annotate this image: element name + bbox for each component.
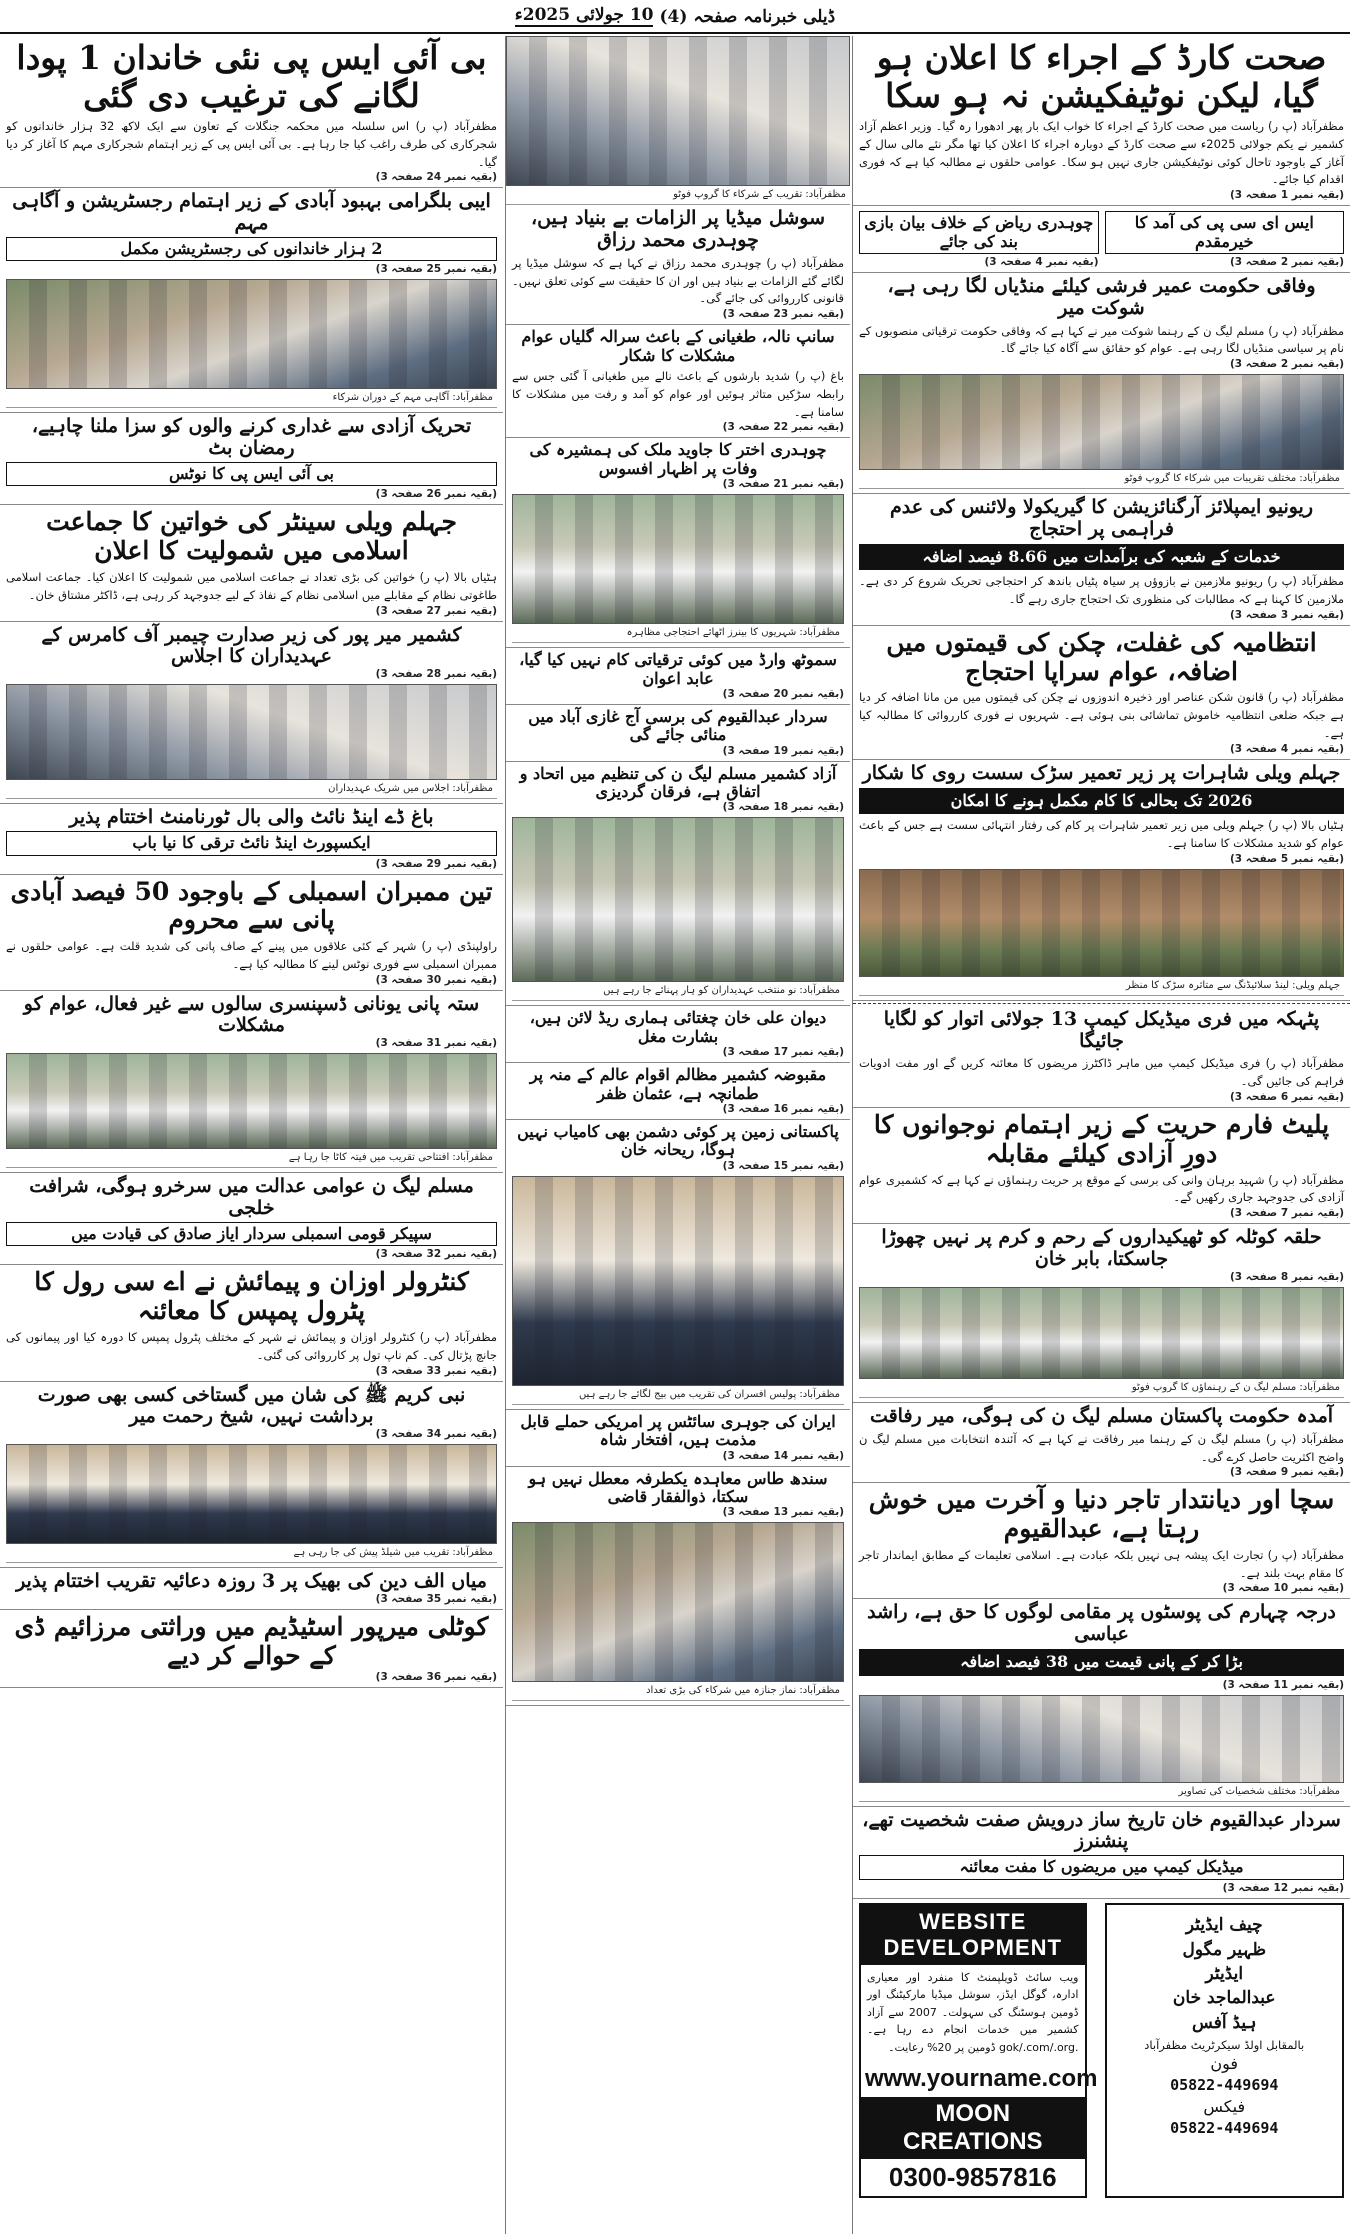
editor-name: عبدالماجد خان — [1172, 1987, 1276, 2008]
continuation: (بقیہ نمبر 7 صفحہ 3) — [1229, 1207, 1344, 1220]
headline: پاکستانی زمین پر کوئی دشمن بھی کامیاب نہیں ہوگا، ریحانہ خان — [517, 1122, 839, 1160]
continuation: (بقیہ نمبر 12 صفحہ 3) — [1222, 1881, 1344, 1894]
continuation: (بقیہ نمبر 29 صفحہ 3) — [375, 857, 497, 870]
bottom-boxes — [853, 1899, 1350, 2206]
masthead — [0, 0, 1350, 34]
story-medical-camp — [853, 1006, 1350, 1108]
story-kotli-stadium — [0, 1610, 503, 1688]
headline: جہلم ویلی سینٹر کی خواتین کا جماعت اسلامی میں شمولیت کا اعلان — [46, 507, 457, 566]
masthead-date: 10 جولائی 2025ء — [514, 5, 654, 25]
chief-editor-label: چیف ایڈیٹر — [1185, 1914, 1263, 1935]
headline: جہلم ویلی شاہرات پر زیر تعمیر سڑک سست روی کا شکار — [862, 761, 1341, 784]
story-iran — [506, 1410, 850, 1467]
photo-caption: مظفرآباد: مختلف تقریبات میں شرکاء کا گروپ فوٹو — [859, 470, 1344, 489]
phone-number: 05822-449694 — [1170, 2076, 1279, 2095]
story-samoth-ward — [506, 648, 850, 705]
news-photo — [859, 1287, 1344, 1379]
headline: ریونیو ایمپلائز آرگنائزیشن کا گیریکولا ولائنس کی عدم فراہمی پر احتجاج — [889, 496, 1314, 541]
headline: سردار عبدالقیوم کی برسی آج غازی آباد میں منائی جائے گی — [528, 706, 828, 745]
continuation: (بقیہ نمبر 32 صفحہ 3) — [375, 1248, 497, 1261]
story-usman-zafar — [506, 1063, 850, 1120]
continuation: (بقیہ نمبر 19 صفحہ 3) — [722, 744, 844, 757]
chief-editor-name: ظہیر مگول — [1182, 1939, 1267, 1960]
headline: ایران کی جوہری سائٹس پر امریکی حملے قابل مذمت ہیں، افتخار شاہ — [520, 1411, 836, 1450]
photo-caption: مظفرآباد: مسلم لیگ ن کے رہنماؤں کا گروپ فوٹو — [859, 1379, 1344, 1398]
side-headline: بڑا کر کے پانی قیمت میں 38 فیصد اضافہ — [859, 1649, 1344, 1675]
story-rehana-khan — [506, 1120, 850, 1410]
story-body: مظفرآباد (پ ر) مسلم لیگ ن کے رہنما شوکت میر نے کہا ہے کہ وفاقی حکومت ترقیاتی منصوبوں کے نام پر سیاسی منڈیاں لگا رہی ہے۔ عوام کو حقائق سے آگاہ کیا جائے گا۔ — [859, 323, 1344, 356]
story-body: مظفرآباد (پ ر) قانون شکن عناصر اور ذخیرہ اندوزوں نے چکن کی قیمتوں میں من مانا اضافہ کر دیا ہے جبکہ ضلعی انتظامیہ خاموش تماشائی بنی ہوئی ہے۔ شہریوں نے فوری کارروائی کا مطالبہ کیا ہے۔ — [859, 690, 1344, 741]
side-headline: ایکسپورٹ اینڈ نائٹ ترقی کا نیا باب — [6, 831, 497, 855]
story-body: باغ (پ ر) شدید بارشوں کے باعث نالے میں طغیانی آ گئی جس سے رابطہ سڑکیں متاثر ہوئیں اور عوام کو آمد و رفت میں مشکلات کا سامنا ہے۔ — [512, 368, 844, 419]
headline: سانپ نالہ، طغیانی کے باعث سرالہ گلیاں عوام مشکلات کا شکار — [521, 327, 835, 365]
headline: حلقہ کوٹلہ کو ٹھیکیداروں کے رحم و کرم پر نہیں چھوڑا جاسکتا، بابر خان — [881, 1226, 1322, 1270]
side-headline: سپیکر قومی اسمبلی سردار ایاز صادق کی قیادت میں — [6, 1222, 497, 1246]
headline: درجہ چہارم کی پوسٹوں پر مقامی لوگوں کا حق ہے، راشد عباسی — [867, 1601, 1336, 1646]
continuation: (بقیہ نمبر 20 صفحہ 3) — [722, 687, 844, 700]
photo-caption: مظفرآباد: تقریب کے شرکاء کا گروپ فوٹو — [506, 186, 850, 205]
continuation: (بقیہ نمبر 36 صفحہ 3) — [375, 1670, 497, 1683]
head-office-label: ہیڈ آفس — [1192, 2012, 1257, 2033]
story-dispensary — [0, 991, 503, 1174]
continuation: (بقیہ نمبر 2 صفحہ 3) — [1229, 255, 1344, 268]
story-petrol-pumps — [0, 1265, 503, 1381]
continuation: (بقیہ نمبر 21 صفحہ 3) — [722, 478, 844, 491]
side-headline: خدمات کے شعبہ کی برآمدات میں 8.66 فیصد اضافہ — [859, 544, 1344, 570]
photo-caption: مظفرآباد: اجلاس میں شریک عہدیداران — [6, 780, 497, 799]
story-body: مظفرآباد (پ ر) ریاست میں صحت کارڈ کے اجراء کا خواب ایک بار پھر ادھورا رہ گیا۔ وزیر اعظم آزاد کشمیر نے یکم جولائی 2025ء سے صحت کارڈ کے دوبارہ اجراء کا اعلان کیا تھا مگر نئے مالی سال کے آغاز کے باوجود تاحال کوئی نوٹیفکیشن جاری نہیں ہو سکا۔ عوامی حلقوں نے مطالبہ کیا ہے کہ فوری اقدام کیا جائے۔ — [859, 118, 1344, 187]
story-mir-rafaqat — [853, 1403, 1350, 1483]
news-photo — [512, 494, 844, 624]
headline: صحت کارڈ کے اجراء کا اعلان ہو گیا، لیکن نوٹیفکیشن نہ ہو سکا — [876, 38, 1327, 115]
ad-brand: MOON CREATIONS — [861, 2097, 1085, 2159]
headline: دیوان علی خان چغتائی ہماری ریڈ لائن ہیں، بشارت مغل — [529, 1008, 827, 1046]
continuation: (بقیہ نمبر 1 صفحہ 3) — [1229, 189, 1344, 202]
headline: انتظامیہ کی غفلت، چکن کی قیمتوں میں اضافہ، عوام سراپا احتجاج — [886, 627, 1317, 686]
continuation: (بقیہ نمبر 35 صفحہ 3) — [375, 1593, 497, 1606]
story-body: مظفرآباد (پ ر) ریونیو ملازمین نے بازوؤں پر سیاہ پٹیاں باندھ کر احتجاجی تحریک شروع کر دی ہے۔ ملازمین کا کہنا ہے کہ مطالبات کی منظوری تک احتجاج جاری رہے گا۔ — [859, 574, 1344, 607]
headline: مسلم لیگ ن عوامی عدالت میں سرخرو ہوگی، شرافت خلجی — [29, 1175, 474, 1220]
masthead-title: ڈیلی خبرنامہ صفحہ (4) — [659, 6, 836, 27]
news-photo — [859, 869, 1344, 977]
story-condolence — [506, 438, 850, 648]
headline: چوہدری ریاض کے خلاف بیان بازی بند کی جائے — [859, 211, 1099, 254]
story-body: مظفرآباد (پ ر) کنٹرولر اوزان و پیمائش نے شہر کے مختلف پٹرول پمپس کا دورہ کیا اور پیمانوں کی جانچ پڑتال کی۔ کم ناپ تول پر کارروائی کی گئی۔ — [6, 1329, 497, 1362]
headline: چوہدری اختر کا جاوید ملک کی ہمشیرہ کی وفات پر اظہار افسوس — [529, 440, 827, 478]
continuation: (بقیہ نمبر 6 صفحہ 3) — [1229, 1091, 1344, 1104]
continuation: (بقیہ نمبر 2 صفحہ 3) — [1229, 358, 1344, 371]
continuation: (بقیہ نمبر 10 صفحہ 3) — [1222, 1582, 1344, 1595]
headline: ایس ای سی پی کی آمد کا خیرمقدم — [1105, 211, 1345, 254]
continuation: (بقیہ نمبر 8 صفحہ 3) — [1229, 1270, 1344, 1283]
story-jamaat-women — [0, 505, 503, 621]
continuation: (بقیہ نمبر 23 صفحہ 3) — [722, 308, 844, 321]
story-population-welfare — [0, 188, 503, 413]
headline: سردار عبدالقیوم خان تاریخ ساز درویش صفت شخصیت تھے، پنشنرز — [862, 1808, 1341, 1853]
headline: تحریک آزادی سے غداری کرنے والوں کو سزا ملنا چاہیے، رمضان بٹ — [31, 415, 472, 460]
ad-phone: 0300-9857816 — [888, 2161, 1057, 2192]
continuation: (بقیہ نمبر 31 صفحہ 3) — [375, 1037, 497, 1050]
story-body: ہٹیاں بالا (پ ر) خواتین کی بڑی تعداد نے جماعت اسلامی میں شمولیت کا اعلان کیا۔ جماعت اسلامی طاغوتی نظام کے مقابلے میں اسلامی نظام کے نفاذ کے لیے جدوجہد کر رہی ہے، ڈاکٹر مشتاق خان۔ — [6, 569, 497, 602]
continuation: (بقیہ نمبر 27 صفحہ 3) — [375, 604, 497, 617]
headline: آزاد کشمیر مسلم لیگ ن کی تنظیم میں اتحاد و اتفاق ہے، فرقان گردیزی — [519, 763, 837, 802]
headline: سوشل میڈیا پر الزامات بے بنیاد ہیں، چوہدری محمد رزاق — [530, 207, 826, 251]
story-shaukat-mir — [853, 273, 1350, 494]
story-body: مظفرآباد (پ ر) تجارت ایک پیشہ ہی نہیں بلکہ عبادت ہے۔ اسلامی تعلیمات کے مطابق ایماندار تاجر کا مقام بہت بلند ہے۔ — [859, 1547, 1344, 1580]
side-headline: بی آئی ایس پی کا نوٹس — [6, 462, 497, 486]
headline: کشمیر میر پور کی زیر صدارت چیمبر آف کامرس کے عہدیداران کا اجلاس — [41, 623, 462, 668]
photo-caption: جہلم ویلی: لینڈ سلائیڈنگ سے متاثرہ سڑک کا منظر — [859, 977, 1344, 996]
photo-caption: مظفرآباد: تقریب میں شیلڈ پیش کی جا رہی ہے — [6, 1544, 497, 1563]
story-kotla — [853, 1224, 1350, 1403]
story-pair-1 — [853, 206, 1350, 273]
side-headline: 2026 تک بحالی کا کام مکمل ہونے کا امکان — [859, 788, 1344, 814]
office-address: بالمقابل اولڈ سیکرٹریٹ مظفرآباد — [1144, 2037, 1305, 2052]
continuation: (بقیہ نمبر 3 صفحہ 3) — [1229, 608, 1344, 621]
story-body: مظفرآباد (پ ر) فری میڈیکل کیمپ میں ماہر ڈاکٹرز مریضوں کا معائنہ کریں گے اور مفت ادویات فراہم کی جائیں گی۔ — [859, 1056, 1344, 1089]
headline: سچا اور دیانتدار تاجر دنیا و آخرت میں خوش رہتا ہے، عبدالقیوم — [868, 1485, 1335, 1544]
news-photo — [506, 36, 850, 186]
news-photo — [512, 1522, 844, 1682]
story-body: مظفرآباد (پ ر) مسلم لیگ ن کے رہنما میر رفاقت نے کہا ہے کہ آئندہ انتخابات میں مسلم لیگ ن واضح اکثریت حاصل کرے گی۔ — [859, 1431, 1344, 1464]
continuation: (بقیہ نمبر 28 صفحہ 3) — [375, 668, 497, 681]
news-photo — [512, 817, 844, 982]
headline: کنٹرولر اوزان و پیمائش نے اے سی رول کا پٹرول پمپس کا معائنہ — [34, 1267, 469, 1326]
photo-caption: مظفرآباد: پولیس افسران کی تقریب میں بیج لگائے جا رہے ہیں — [512, 1386, 844, 1405]
news-photo — [6, 1444, 497, 1544]
editor-label: ایڈیٹر — [1205, 1963, 1244, 1984]
story-volleyball — [0, 804, 503, 874]
story-revenue-protest — [853, 494, 1350, 626]
story-health-card — [853, 36, 1350, 206]
side-headline: 2 ہزار خاندانوں کی رجسٹریشن مکمل — [6, 237, 497, 261]
story-mian-alif-din — [0, 1568, 503, 1610]
continuation: (بقیہ نمبر 26 صفحہ 3) — [375, 488, 497, 501]
story-pensioners — [853, 1807, 1350, 1899]
story-chicken-prices — [853, 626, 1350, 760]
continuation: (بقیہ نمبر 24 صفحہ 3) — [375, 171, 497, 184]
right-column — [852, 36, 1350, 2234]
photo-caption: مظفرآباد: نو منتخب عہدیداران کو ہار پہنائے جا رہے ہیں — [512, 982, 844, 1001]
story-razzaq — [506, 205, 850, 325]
headline: باغ ڈے اینڈ نائٹ والی بال ٹورنامنٹ اختتام پذیر — [69, 806, 434, 829]
photo-caption: مظفرآباد: آگاہی مہم کے دوران شرکاء — [6, 389, 497, 408]
story-sharafat-khalji — [0, 1173, 503, 1265]
headline: سموٹھ وارڈ میں کوئی ترقیاتی کام نہیں کیا گیا، عابد اعوان — [519, 650, 837, 688]
continuation: (بقیہ نمبر 17 صفحہ 3) — [722, 1046, 844, 1059]
continuation: (بقیہ نمبر 9 صفحہ 3) — [1229, 1466, 1344, 1479]
news-photo — [6, 1053, 497, 1149]
news-photo — [6, 279, 497, 389]
headline: وفاقی حکومت عمیر فرشی کیلئے منڈیاں لگا رہی ہے، شوکت میر — [887, 274, 1316, 319]
headline: تین ممبران اسمبلی کے باوجود 50 فیصد آبادی پانی سے محروم — [10, 876, 493, 935]
headline: مقبوضہ کشمیر مظالم اقوام عالم کے منہ پر طمانچہ ہے، عثمان ظفر — [529, 1065, 827, 1103]
headline: میاں الف دین کی بھیک پر 3 روزہ دعائیہ تقریب اختتام پذیر — [16, 1570, 487, 1593]
ad-body: ویب سائٹ ڈویلپمنٹ کا منفرد اور معیاری ادارہ، گوگل ایڈز، سوشل میڈیا مارکیٹنگ اور ڈومین ہوسٹنگ کی سہولت۔ 2007 سے آزاد کشمیر میں خدمات انجام دے رہا ہے۔ .gok/.com/.org ڈومین پر 20% رعایت۔ — [867, 1970, 1079, 2054]
photo-caption: مظفرآباد: افتتاحی تقریب میں فیتہ کاٹا جا رہا ہے — [6, 1149, 497, 1168]
left-column — [0, 36, 503, 2234]
fax-label: فیکس — [1203, 2097, 1246, 2117]
story-bisharat — [506, 1006, 850, 1063]
continuation: (بقیہ نمبر 25 صفحہ 3) — [375, 263, 497, 276]
website-ad — [859, 1903, 1098, 2198]
continuation: (بقیہ نمبر 18 صفحہ 3) — [722, 801, 844, 814]
continuation: (بقیہ نمبر 15 صفحہ 3) — [722, 1159, 844, 1172]
story-flood — [506, 325, 850, 438]
continuation: (بقیہ نمبر 13 صفحہ 3) — [722, 1506, 844, 1519]
continuation: (بقیہ نمبر 5 صفحہ 3) — [1229, 852, 1344, 865]
headline: کوٹلی میرپور اسٹیڈیم میں وراثتی مرزائیم ڈی کے حوالے کر دیے — [14, 1612, 489, 1670]
photo-caption: مظفرآباد: مختلف شخصیات کی تصاویر — [859, 1783, 1344, 1802]
continuation: (بقیہ نمبر 22 صفحہ 3) — [722, 421, 844, 434]
story-body: مظفرآباد (پ ر) چوہدری محمد رزاق نے کہا ہے کہ سوشل میڈیا پر لگائے گئے الزامات بے بنیاد ہیں اور ان کا حقیقت سے کوئی تعلق نہیں۔ قانونی کارروائی کی جائے گی۔ — [512, 255, 844, 306]
news-photo — [859, 374, 1344, 470]
story-chamber-commerce — [0, 622, 503, 805]
story-bisp-trees — [0, 36, 503, 188]
continuation: (بقیہ نمبر 4 صفحہ 3) — [984, 255, 1099, 268]
photo-caption: مظفرآباد: شہریوں کا بینرز اٹھائے احتجاجی مظاہرہ — [512, 624, 844, 643]
headline: ستہ پانی یونانی ڈسپنسری سالوں سے غیر فعال، عوام کو مشکلات — [23, 992, 480, 1037]
story-jhelum-road — [853, 760, 1350, 1001]
story-body: مظفرآباد (پ ر) شہید برہان وانی کی برسی کے موقع پر حریت رہنماؤں نے کہا ہے کہ کشمیری عوام آزادی کی جدوجہد جاری رکھیں گے۔ — [859, 1172, 1344, 1205]
continuation: (بقیہ نمبر 4 صفحہ 3) — [1229, 742, 1344, 755]
story-gardezi — [506, 762, 850, 1007]
side-headline: میڈیکل کیمپ میں مریضوں کا مفت معائنہ — [859, 1855, 1344, 1879]
ad-heading: WEBSITE DEVELOPMENT — [861, 1905, 1085, 1965]
divider — [853, 1003, 1350, 1004]
story-class-four — [853, 1599, 1350, 1806]
headline: سندھ طاس معاہدہ یکطرفہ معطل نہیں ہو سکتا، ذوالفقار قاضی — [528, 1468, 828, 1506]
story-indus-treaty — [506, 1467, 850, 1707]
continuation: (بقیہ نمبر 30 صفحہ 3) — [375, 973, 497, 986]
headline: نبی کریم ﷺ کی شان میں گستاخی کسی بھی صورت برداشت نہیں، شیخ رحمت میر — [37, 1383, 466, 1428]
continuation: (بقیہ نمبر 34 صفحہ 3) — [375, 1428, 497, 1441]
news-photo — [512, 1176, 844, 1386]
phone-label: فون — [1210, 2054, 1239, 2074]
story-water-shortage — [0, 875, 503, 991]
photo-caption: مظفرآباد: نماز جنازہ میں شرکاء کی بڑی تعداد — [512, 1682, 844, 1701]
story-body: مظفرآباد (پ ر) اس سلسلہ میں محکمہ جنگلات کے تعاون سے ایک لاکھ 32 ہزار خاندانوں کو شجرکاری کی طرف راغب کیا جا رہا ہے۔ بی آئی ایس پی کے زیر اہتمام شجرکاری مہم کا آغاز کر دیا گیا۔ — [6, 118, 497, 169]
story-barsi — [506, 705, 850, 762]
continuation: (بقیہ نمبر 11 صفحہ 3) — [1222, 1678, 1344, 1691]
editor-box — [1105, 1903, 1345, 2198]
headline: ایبی بلگرامی بہبود آبادی کے زیر اہتمام رجسٹریشن و آگاہی مہم — [12, 190, 491, 235]
headline: بی آئی ایس پی نئی خاندان 1 پودا لگانے کی ترغیب دی گئی — [16, 38, 487, 115]
story-ramzan-butt — [0, 413, 503, 505]
headline: آمدہ حکومت پاکستان مسلم لیگ ن کی ہوگی، میر رفاقت — [869, 1404, 1334, 1427]
continuation: (بقیہ نمبر 16 صفحہ 3) — [722, 1103, 844, 1116]
story-body: ہٹیاں بالا (پ ر) جہلم ویلی میں زیر تعمیر شاہرات پر کام کی رفتار انتہائی سست ہے جس کے باعث عوام کو شدید مشکلات کا سامنا ہے۔ — [859, 818, 1344, 850]
ad-url: www.yourname.com — [865, 2064, 1098, 2092]
headline: پلیٹ فارم حریت کے زیر اہتمام نوجوانوں کا دورِ آزادی کیلئے مقابلہ — [873, 1110, 1330, 1168]
story-body: راولپنڈی (پ ر) شہر کے کئی علاقوں میں پینے کے صاف پانی کی شدید قلت ہے۔ عوامی حلقوں نے ممبران اسمبلی سے فوری نوٹس لینے کا مطالبہ کیا ہے۔ — [6, 939, 497, 971]
story-honest-trader — [853, 1483, 1350, 1599]
story-hurriyat — [853, 1108, 1350, 1224]
news-photo — [6, 684, 497, 780]
continuation: (بقیہ نمبر 14 صفحہ 3) — [722, 1449, 844, 1462]
story-prophet-honor — [0, 1382, 503, 1569]
fax-number: 05822-449694 — [1170, 2119, 1279, 2138]
continuation: (بقیہ نمبر 33 صفحہ 3) — [375, 1364, 497, 1377]
headline: پٹہکہ میں فری میڈیکل کیمپ 13 جولائی اتوار کو لگایا جائیگا — [883, 1007, 1320, 1052]
middle-column — [505, 36, 850, 2234]
news-photo — [859, 1695, 1344, 1783]
